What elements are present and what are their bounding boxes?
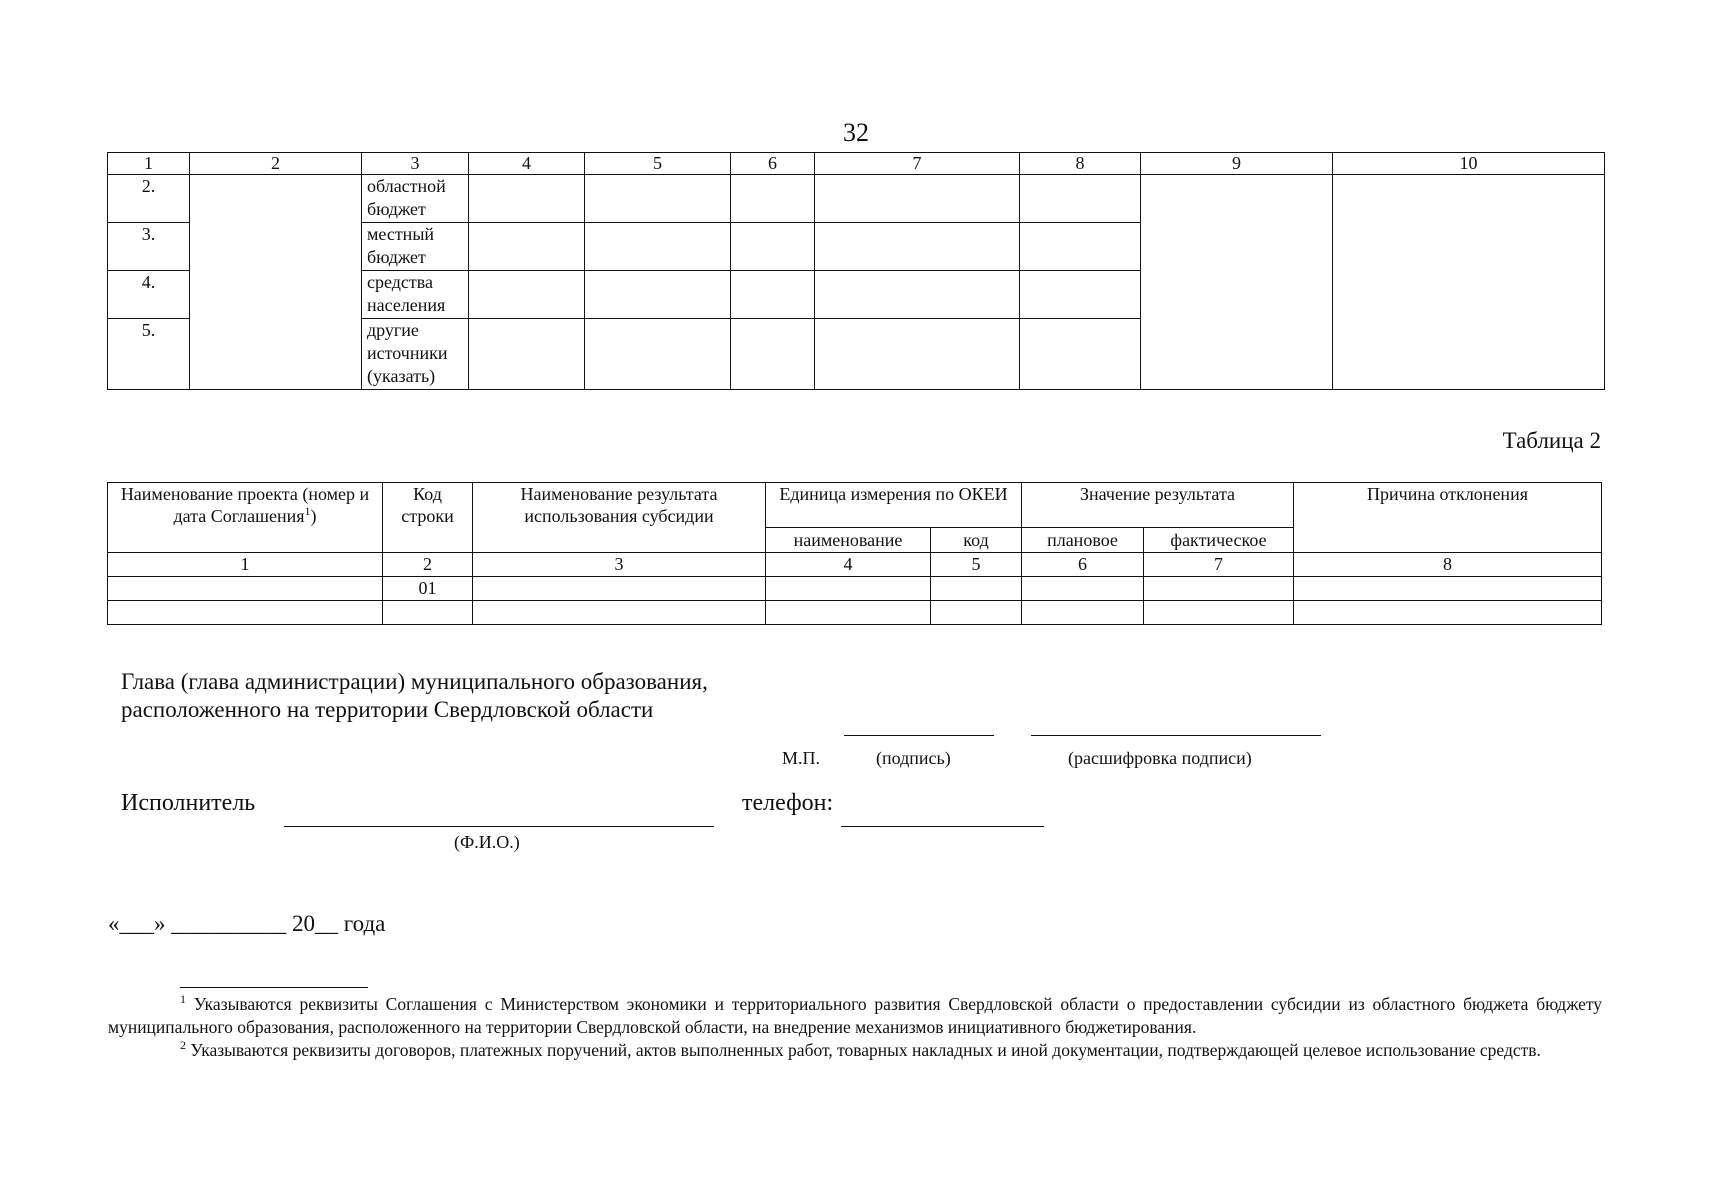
code-header: Код строки bbox=[383, 483, 473, 553]
table-cell bbox=[815, 271, 1020, 319]
table-cell bbox=[1144, 577, 1294, 601]
table-cell bbox=[931, 577, 1022, 601]
table1-col-number: 7 bbox=[815, 153, 1020, 175]
results-table bbox=[107, 482, 1602, 625]
table-cell bbox=[108, 601, 383, 625]
column-number: 5 bbox=[931, 553, 1022, 577]
head-title bbox=[121, 668, 708, 724]
unit-code-header: код bbox=[931, 528, 1022, 553]
project-header: Наименование проекта (номер и дата Соглашения$^1$) bbox=[108, 483, 383, 553]
executor-line bbox=[284, 826, 714, 827]
table-cell bbox=[766, 577, 931, 601]
page-number: 32 bbox=[843, 118, 869, 147]
table-cell bbox=[1020, 271, 1141, 319]
date-line: «___» __________ 20__ года bbox=[108, 911, 386, 936]
head-title-line: расположенного на территории Свердловской области bbox=[121, 697, 654, 722]
phone-line bbox=[841, 826, 1044, 827]
footnote-2: $^2$ Указываются реквизиты договоров, платежных поручений, актов выполненных работ, товарных накладных и иной документации, подтверждающей целевое использование средств. bbox=[180, 1038, 1541, 1060]
reason-header: Причина отклонения bbox=[1294, 483, 1602, 553]
column-number: 1 bbox=[108, 553, 383, 577]
table-cell bbox=[766, 601, 931, 625]
table1-col-number: 8 bbox=[1020, 153, 1141, 175]
table-cell bbox=[469, 319, 585, 390]
table-cell bbox=[815, 319, 1020, 390]
column-number: 3 bbox=[473, 553, 766, 577]
column-number: 7 bbox=[1144, 553, 1294, 577]
table-cell bbox=[190, 175, 362, 390]
table-row bbox=[108, 577, 1602, 601]
table-cell bbox=[469, 271, 585, 319]
stamp-label: М.П. bbox=[782, 748, 821, 768]
row-number: 2. bbox=[108, 175, 190, 223]
value-header: Значение результата bbox=[1022, 483, 1294, 528]
table-cell bbox=[1144, 601, 1294, 625]
table-cell bbox=[383, 601, 473, 625]
fio-caption: (Ф.И.О.) bbox=[454, 832, 520, 852]
table-cell bbox=[585, 271, 731, 319]
row-code: 01 bbox=[383, 577, 473, 601]
table-cell bbox=[1141, 175, 1333, 390]
footnote-1: $^1$ Указываются реквизиты Соглашения с Министерством экономики и территориального развития Свердловской области о предоставлении субсидии из областного бюджета бюджету муниципального образования, расположенного на территории Свердловской области, на внедрение механизмов инициативного бюджетирования. bbox=[108, 992, 1602, 1037]
table1-header-row bbox=[108, 153, 1605, 175]
table-cell bbox=[469, 175, 585, 223]
table-cell bbox=[731, 223, 815, 271]
table-cell bbox=[1020, 223, 1141, 271]
table-cell bbox=[1020, 319, 1141, 390]
table1-col-number: 6 bbox=[731, 153, 815, 175]
funding-source: областной бюджет bbox=[362, 175, 469, 223]
table1-col-number: 1 bbox=[108, 153, 190, 175]
table-cell bbox=[1022, 601, 1144, 625]
table1-col-number: 5 bbox=[585, 153, 731, 175]
head-title-line: Глава (глава администрации) муниципального образования, bbox=[121, 669, 708, 694]
table-cell bbox=[1020, 175, 1141, 223]
table-cell bbox=[931, 601, 1022, 625]
unit-header: Единица измерения по ОКЕИ bbox=[766, 483, 1022, 528]
table-cell bbox=[469, 223, 585, 271]
table-cell bbox=[815, 223, 1020, 271]
footnotes bbox=[108, 993, 1602, 1062]
funding-source: другие источники (указать) bbox=[362, 319, 469, 390]
row-number: 5. bbox=[108, 319, 190, 390]
footnote-separator bbox=[180, 987, 368, 988]
table2-numbers-row bbox=[108, 553, 1602, 577]
table-cell bbox=[1333, 175, 1605, 390]
column-number: 6 bbox=[1022, 553, 1144, 577]
table-cell bbox=[731, 319, 815, 390]
signature-caption: (подпись) bbox=[876, 748, 951, 768]
unit-name-header: наименование bbox=[766, 528, 931, 553]
table1-col-number: 9 bbox=[1141, 153, 1333, 175]
table-cell bbox=[585, 319, 731, 390]
table-cell bbox=[1294, 601, 1602, 625]
column-number: 2 bbox=[383, 553, 473, 577]
row-number: 4. bbox=[108, 271, 190, 319]
table1-col-number: 2 bbox=[190, 153, 362, 175]
executor-label: Исполнитель bbox=[121, 790, 256, 816]
column-number: 4 bbox=[766, 553, 931, 577]
table-cell bbox=[731, 175, 815, 223]
signature-decode-line bbox=[1031, 735, 1321, 736]
value-plan-header: плановое bbox=[1022, 528, 1144, 553]
result-name-header: Наименование результата использования субсидии bbox=[473, 483, 766, 553]
table-cell bbox=[585, 223, 731, 271]
funding-sources-table bbox=[107, 152, 1605, 390]
table-cell bbox=[585, 175, 731, 223]
funding-source: средства населения bbox=[362, 271, 469, 319]
table-row bbox=[108, 175, 1605, 223]
table1-col-number: 3 bbox=[362, 153, 469, 175]
table-cell bbox=[108, 577, 383, 601]
value-fact-header: фактическое bbox=[1144, 528, 1294, 553]
table-cell bbox=[473, 577, 766, 601]
table2-header-row bbox=[108, 483, 1602, 528]
table-cell bbox=[1022, 577, 1144, 601]
table1-col-number: 10 bbox=[1333, 153, 1605, 175]
row-number: 3. bbox=[108, 223, 190, 271]
table-cell bbox=[731, 271, 815, 319]
decode-caption: (расшифровка подписи) bbox=[1068, 748, 1252, 768]
table-cell bbox=[815, 175, 1020, 223]
table2-title: Таблица 2 bbox=[1502, 428, 1601, 453]
signature-line bbox=[844, 735, 994, 736]
table-cell bbox=[473, 601, 766, 625]
phone-label: телефон: bbox=[742, 790, 834, 816]
table1-col-number: 4 bbox=[469, 153, 585, 175]
table-row bbox=[108, 601, 1602, 625]
column-number: 8 bbox=[1294, 553, 1602, 577]
footnote-ref: 1 bbox=[304, 504, 311, 518]
table-cell bbox=[1294, 577, 1602, 601]
funding-source: местный бюджет bbox=[362, 223, 469, 271]
